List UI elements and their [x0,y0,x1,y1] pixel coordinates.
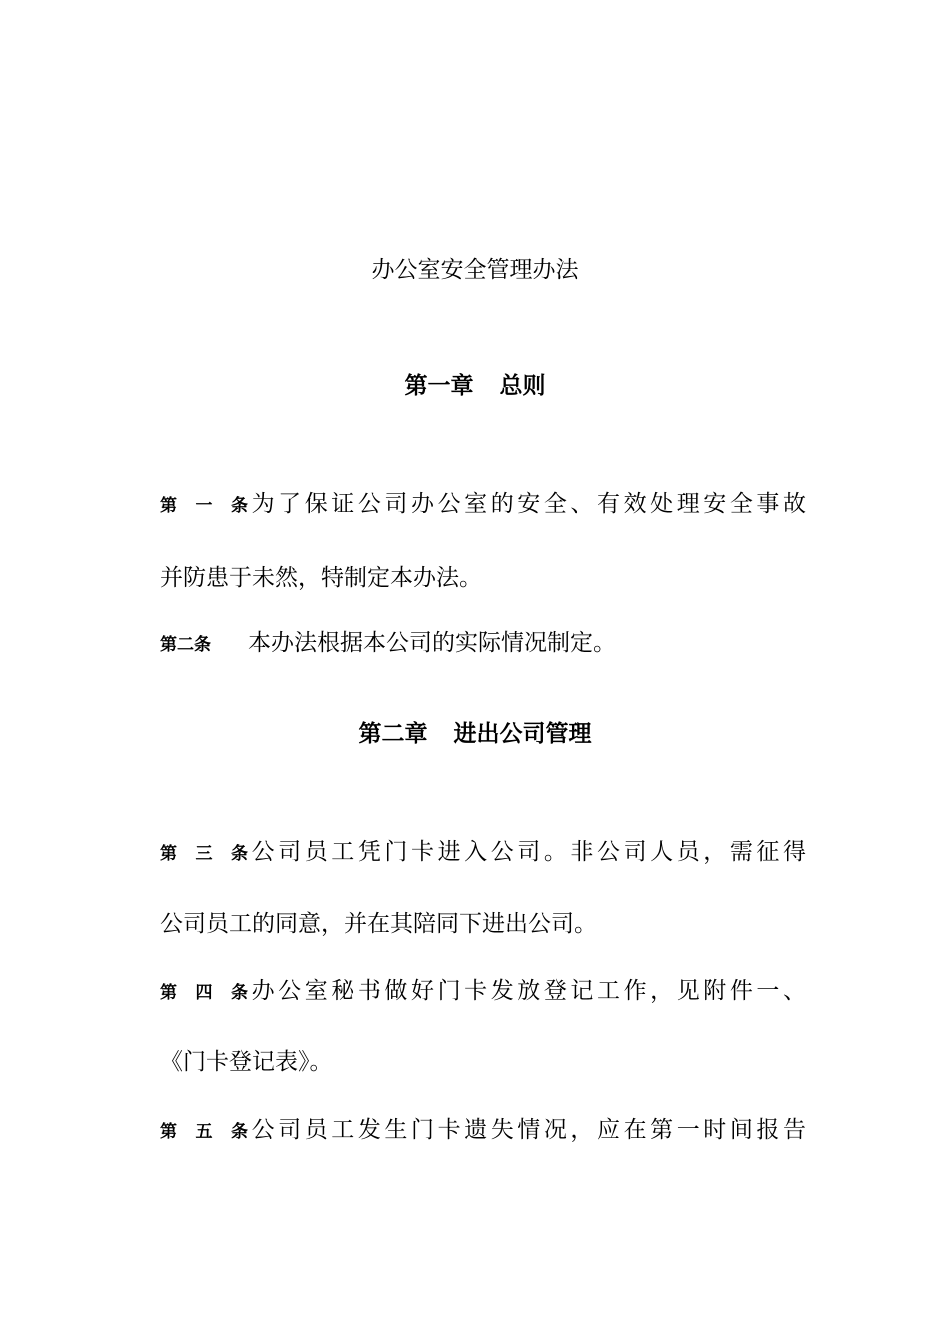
chapter-name: 进出公司管理 [453,721,592,747]
article-text: 公司员工发生门卡遗失情况，应在第一时间报告 [248,1117,806,1143]
article-3-line-1 [160,836,806,870]
article-number: 第一条 [160,496,248,516]
chapter-heading-2 [0,718,950,750]
article-4-line-2: 《门卡登记表》。 [160,1049,333,1075]
chapter-number: 第一章 [404,373,474,399]
document-title: 办公室安全管理办法 [371,257,579,283]
article-number: 第四条 [160,983,248,1003]
article-1-line-2: 并防患于未然，特制定本办法。 [160,565,482,591]
article-5-line-1 [160,1114,806,1148]
article-text: 本办法根据本公司的实际情况制定。 [248,630,616,656]
chapter-name: 总则 [499,373,546,399]
article-text: 办公室秘书做好门卡发放登记工作，见附件一、 [248,978,806,1004]
article-text: 公司员工凭门卡进入公司。非公司人员，需征得 [248,839,806,865]
article-3-line-2: 公司员工的同意，并在其陪同下进出公司。 [160,911,597,937]
article-number: 第二条 [160,635,211,655]
chapter-number: 第二章 [358,721,428,747]
chapter-heading-1 [0,370,950,402]
article-text: 为了保证公司办公室的安全、有效处理安全事故 [248,491,806,517]
article-1-line-1 [160,488,806,522]
article-number: 第三条 [160,844,248,864]
article-2-line-1 [160,627,820,661]
article-4-line-1 [160,975,806,1009]
article-number: 第五条 [160,1122,248,1142]
